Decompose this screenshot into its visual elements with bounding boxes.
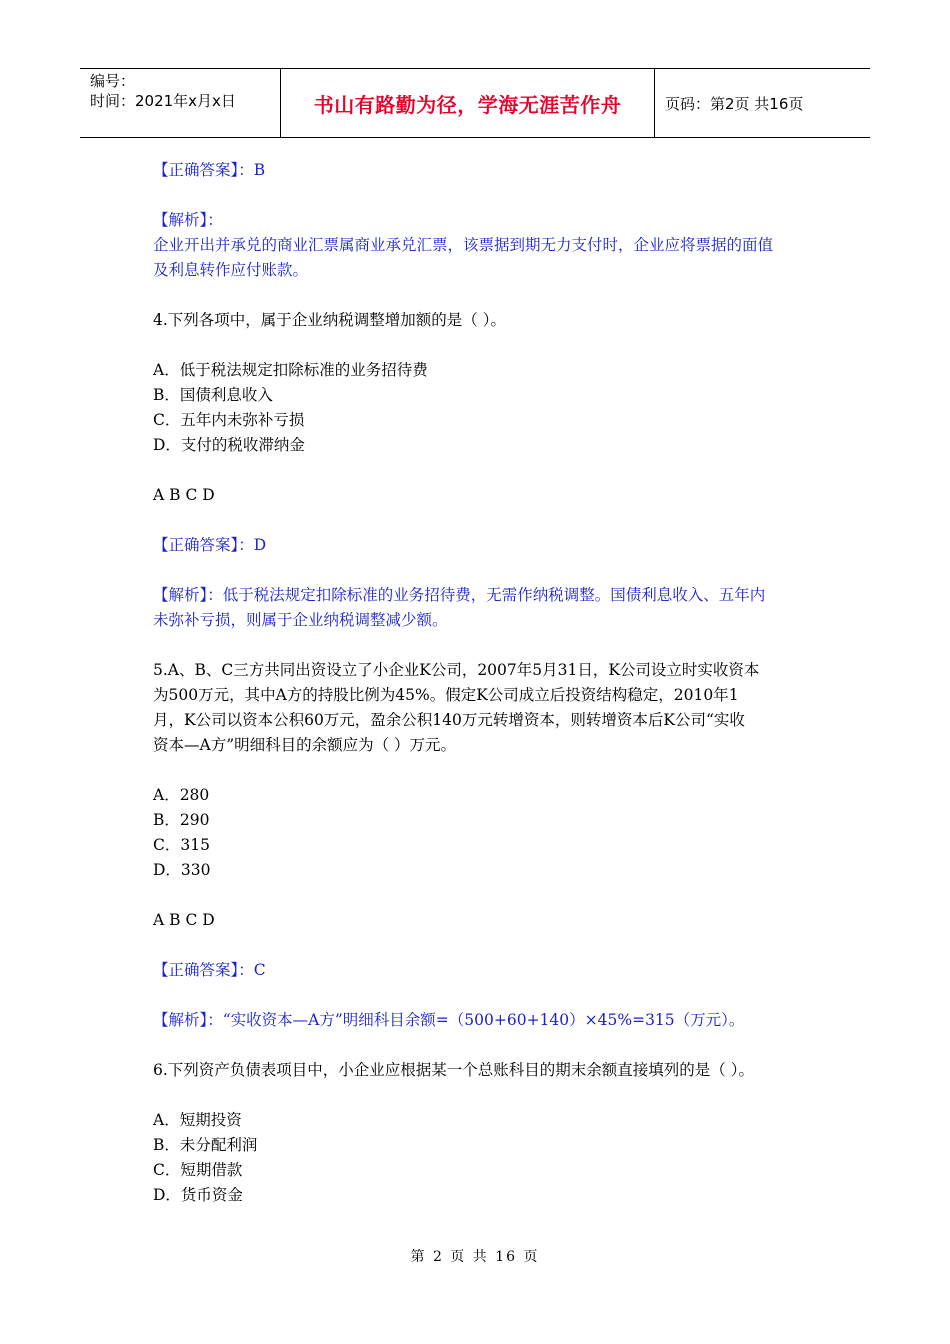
document-number-label: 编号：: [90, 72, 136, 90]
document-body: [153, 158, 833, 1208]
spacer: [153, 283, 833, 308]
question-line: 月，K公司以资本公积60万元，盈余公积140万元转增资本，则转增资本后K公司“实收: [153, 711, 745, 729]
spacer: [153, 1033, 833, 1058]
spacer: [153, 983, 833, 1008]
option-line: D．货币资金: [153, 1186, 243, 1204]
question-line: 6.下列资产负债表项目中，小企业应根据某一个总账科目的期末余额直接填列的是（ ）。: [153, 1061, 754, 1079]
option-line: D．支付的税收滞纳金: [153, 436, 305, 454]
answer-line: 【正确答案】：B: [153, 161, 266, 179]
answer-line: 【正确答案】：C: [153, 961, 266, 979]
option-line: A．280: [153, 786, 210, 804]
page-header: [80, 68, 870, 138]
spacer: [153, 183, 833, 208]
option-line: C．短期借款: [153, 1161, 243, 1179]
document-date-label: 时间：2021年x月x日: [90, 92, 236, 110]
spacer: [153, 633, 833, 658]
spacer: [153, 883, 833, 908]
answer-line: 【正确答案】：D: [153, 536, 267, 554]
question-line: 资本—A方”明细科目的余额应为（ ）万元。: [153, 736, 457, 754]
option-line: B．290: [153, 811, 210, 829]
option-line: D．330: [153, 861, 211, 879]
spacer: [153, 758, 833, 783]
answer-line: 【解析】：“实收资本—A方”明细科目余额=（500+60+140）×45%=315（万元）。: [153, 1011, 745, 1029]
header-left-cell: [80, 69, 281, 137]
question-line: 4.下列各项中，属于企业纳税调整增加额的是（ ）。: [153, 311, 506, 329]
answer-line: 企业开出并承兑的商业汇票属商业承兑汇票，该票据到期无力支付时，企业应将票据的面值: [153, 236, 774, 254]
spacer: [153, 508, 833, 533]
question-line: 5.A、B、C三方共同出资设立了小企业K公司，2007年5月31日，K公司设立时实收资本: [153, 661, 760, 679]
answer-line: 及利息转作应付账款。: [153, 261, 309, 279]
option-line: A．短期投资: [153, 1111, 242, 1129]
option-line: C．五年内未弥补亏损: [153, 411, 305, 429]
spacer: [153, 458, 833, 483]
option-line: B．未分配利润: [153, 1136, 258, 1154]
spacer: [153, 1083, 833, 1108]
choice-letters: A B C D: [153, 911, 215, 929]
header-motto: 书山有路勤为径，学海无涯苦作舟: [281, 69, 655, 137]
question-line: 为500万元，其中A方的持股比例为45%。假定K公司成立后投资结构稳定，2010年1: [153, 686, 739, 704]
spacer: [153, 333, 833, 358]
spacer: [153, 933, 833, 958]
option-line: A．低于税法规定扣除标准的业务招待费: [153, 361, 428, 379]
answer-line: 未弥补亏损，则属于企业纳税调整减少额。: [153, 611, 448, 629]
header-page-info: 页码：第2页 共16页: [665, 94, 804, 113]
choice-letters: A B C D: [153, 486, 215, 504]
answer-line: 【解析】：: [153, 211, 223, 229]
option-line: C．315: [153, 836, 210, 854]
page-footer: 第 2 页 共 16 页: [410, 1249, 540, 1265]
answer-line: 【解析】：低于税法规定扣除标准的业务招待费，无需作纳税调整。国债利息收入、五年内: [153, 586, 766, 604]
spacer: [153, 558, 833, 583]
option-line: B．国债利息收入: [153, 386, 273, 404]
